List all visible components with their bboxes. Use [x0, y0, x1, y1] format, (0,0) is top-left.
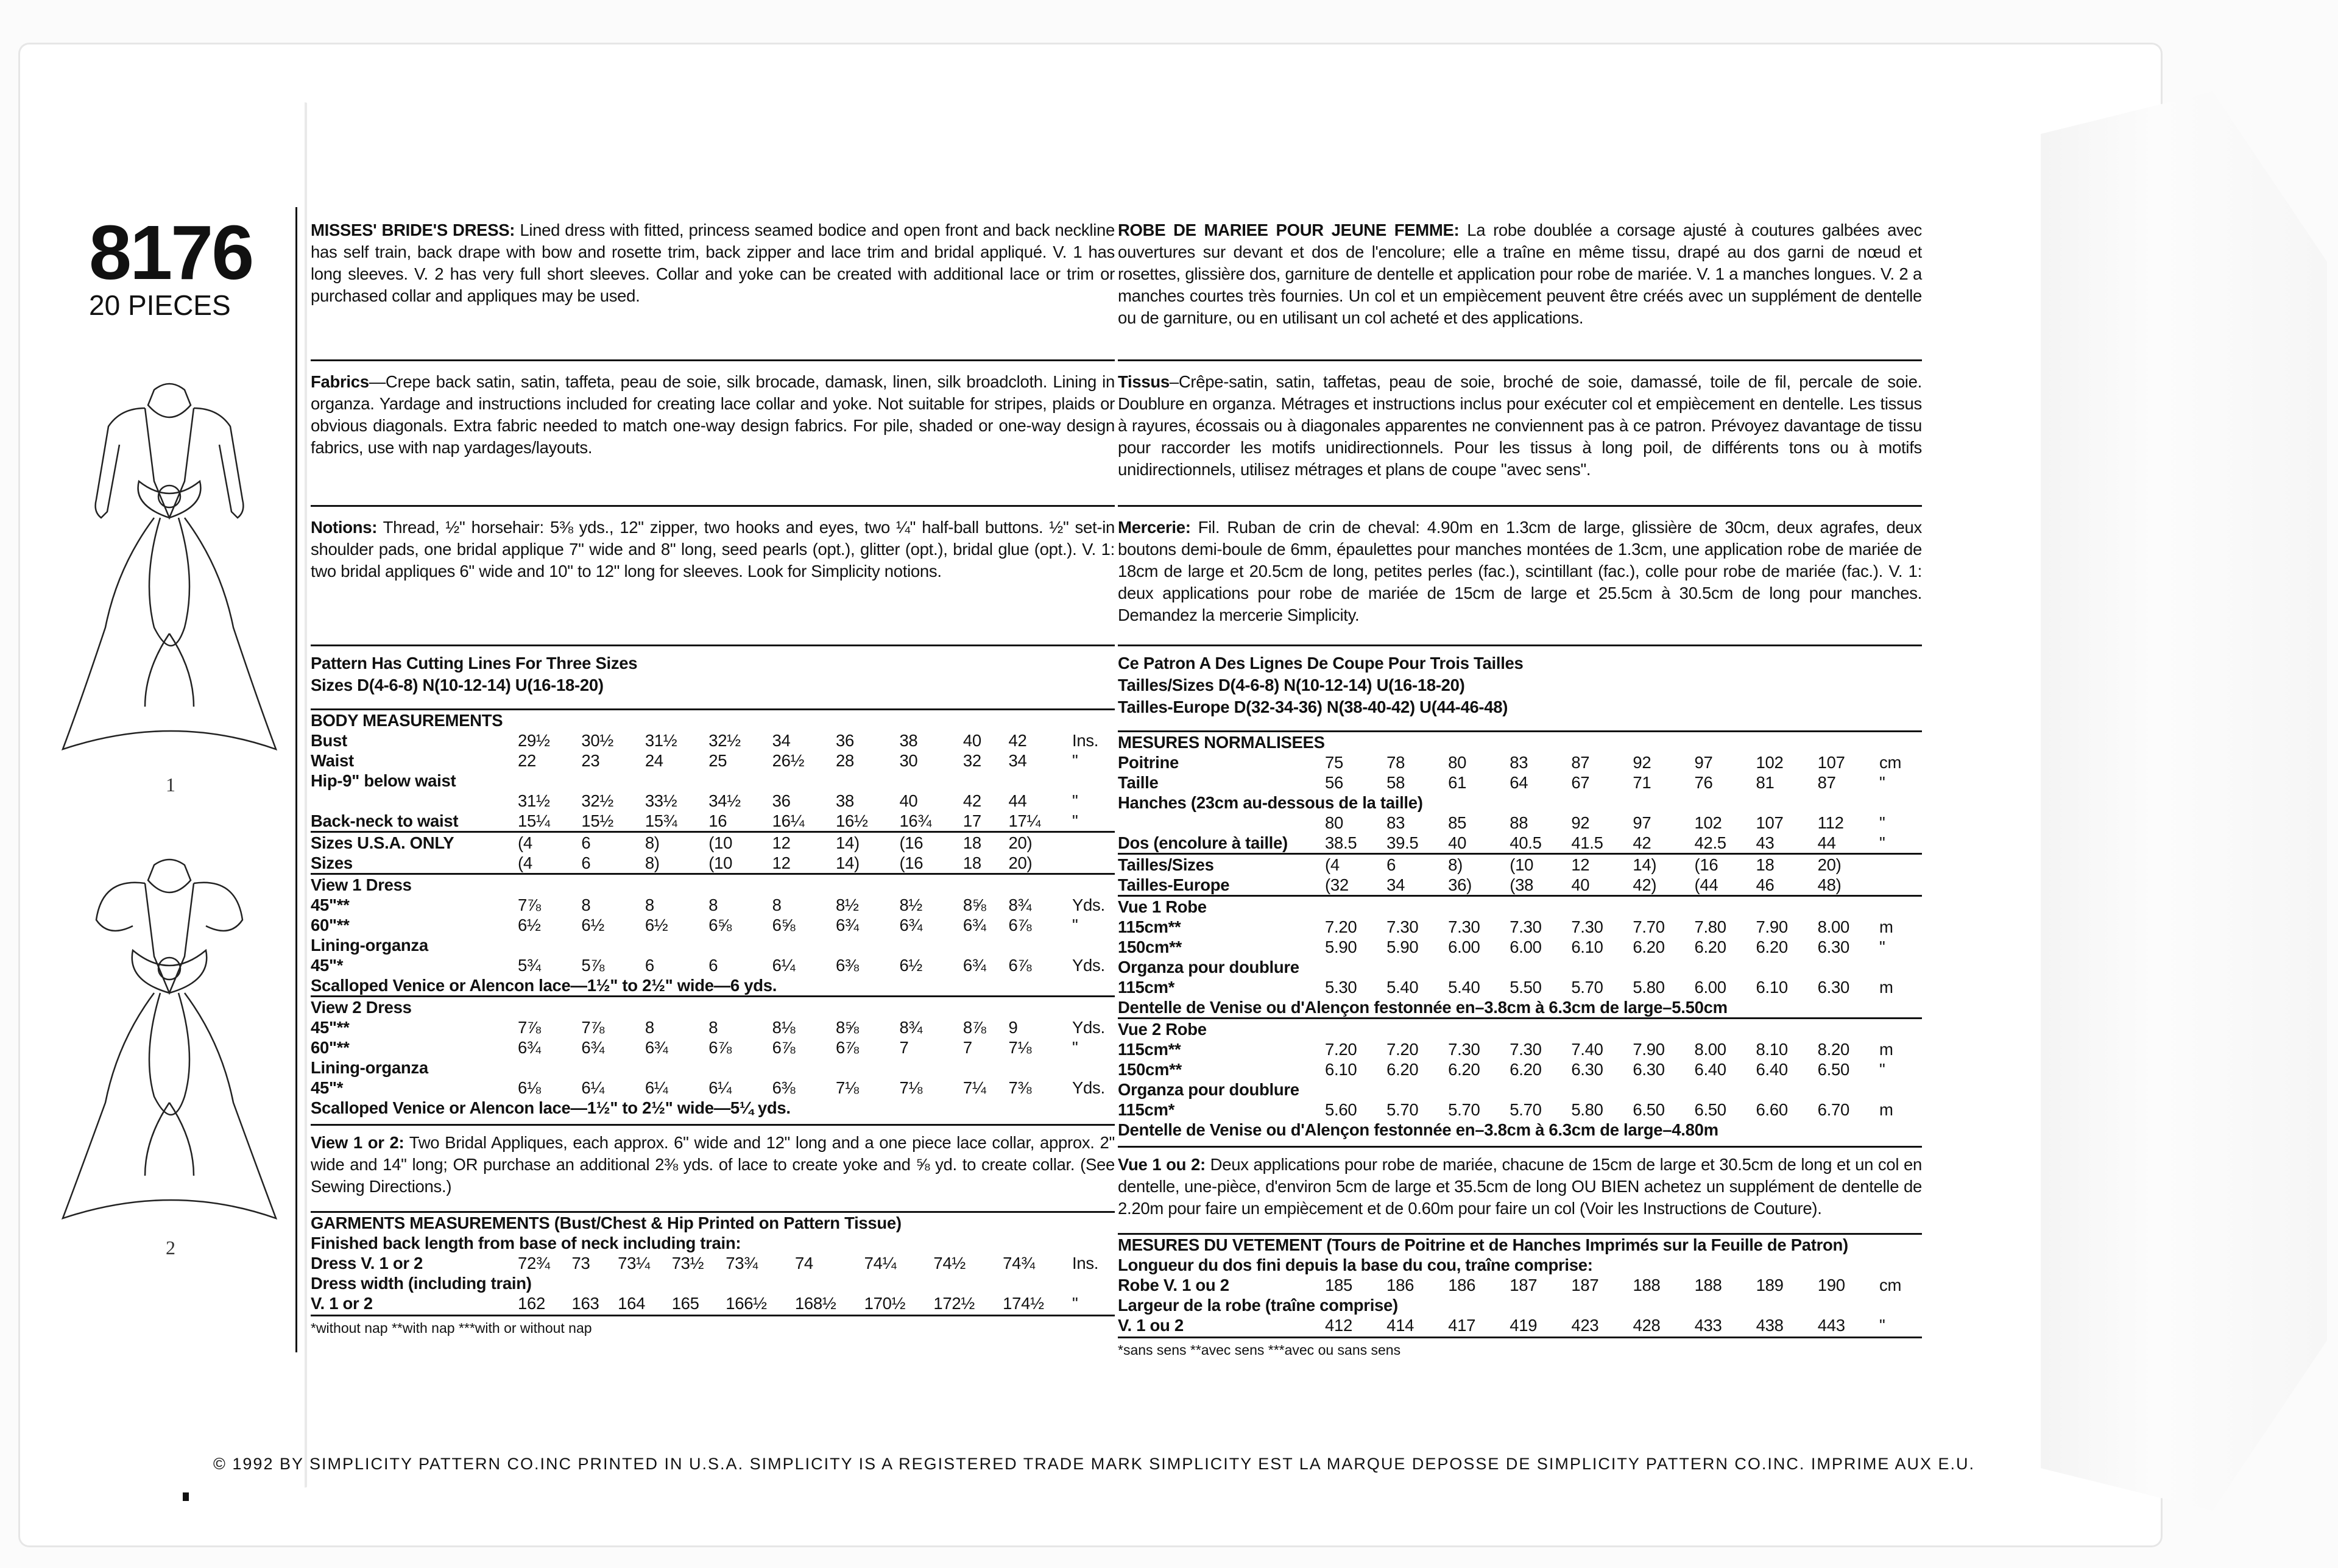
fabrics-text: –Crêpe-satin, satin, taffetas, peau de soie, broché de soie, damassé, toile de fil, percale de soie. Doublure en organza. Métrages et instructions inclus pour exécuter col et empiècement en dentelle. Les tissus à rayures, écossais ou à diagonales apparentes ne conviennent pas à ce patron. Prévoyez davantage de tissu pour raccorder les motifs unidirectionnels. Pour les tissus à long poil, de différents tons ou à motifs unidirectionnels, utilisez métrages et plans de coupe "avec sens". [1118, 372, 1922, 479]
table-row: 80 83 85 88 92 97 102 107 112 " [1325, 813, 1885, 832]
view-1-or-2-text: Two Bridal Appliques, each approx. 6" wide and 12" long and a one piece lace collar, approx. 2" wide and 14" long; OR purchase an additional 2⅜ yds. of lace to create yoke and ⅝ yd. to create collar. (See Sewing Directions.) [311, 1133, 1115, 1196]
table-row: 45"** 7⅞ 8 8 8 8 8½ 8½ 8⅝ 8¾ Yds. [311, 895, 1105, 914]
cutting-lines-section [311, 652, 1115, 708]
fabrics-section [311, 367, 1115, 499]
envelope-flap [2041, 91, 2327, 1511]
nap-footnote: *sans sens **avec sens ***avec ou sans sens [1118, 1342, 1401, 1358]
description-section [1118, 219, 1922, 353]
lace-requirement: Dentelle de Venise ou d'Alençon festonnée en–3.8cm à 6.3cm de large–5.50cm [1118, 998, 1728, 1017]
fabrics-title: Fabrics [311, 372, 369, 391]
divider [311, 645, 1115, 646]
cutting-lines-title: Pattern Has Cutting Lines For Three Sizes [311, 654, 638, 673]
sizes-line: Sizes D(4-6-8) N(10-12-14) U(16-18-20) [311, 676, 604, 694]
body-measurements-title: BODY MEASUREMENTS [311, 710, 1115, 731]
garment-measurements-title: MESURES DU VETEMENT (Tours de Poitrine et de Hanches Imprimés sur la Feuille de Patron) [1118, 1234, 1922, 1255]
table-row: 150cm** 5.90 5.90 6.00 6.00 6.10 6.20 6.20 6.20 6.30 " [1118, 938, 1885, 956]
garment-measurements-table [1118, 1233, 1922, 1335]
fabrics-section [1118, 367, 1922, 499]
garment-measurements-subtitle: Finished back length from base of neck including train: [311, 1234, 741, 1252]
garment-measurements-title: GARMENTS MEASUREMENTS (Bust/Chest & Hip Printed on Pattern Tissue) [311, 1212, 1115, 1234]
description-title: MISSES' BRIDE'S DRESS: [311, 221, 515, 239]
table-row: 31½ 32½ 33½ 34½ 36 38 40 42 44 " [518, 791, 1078, 810]
table-row: Dos (encolure à taille) 38.5 39.5 40 40.5 41.5 42 42.5 43 44 " [1118, 833, 1885, 852]
divider [1118, 505, 1922, 507]
table-row: Hip-9" below waist [311, 771, 456, 790]
view-1-or-2-title: Vue 1 ou 2: [1118, 1155, 1206, 1174]
table-row: V. 1 or 2 162 163 164 165 166½ 168½ 170½ 172½ 174½ " [311, 1294, 1078, 1313]
column-divider [295, 207, 297, 1352]
table-row: Bust 29½ 30½ 31½ 32½ 34 36 38 40 42 Ins. [311, 731, 1099, 750]
body-measurements-title: MESURES NORMALISEES [1118, 732, 1922, 753]
cutting-lines-section [1118, 652, 1922, 730]
table-row: 150cm** 6.10 6.20 6.20 6.20 6.30 6.30 6.40 6.40 6.50 " [1118, 1060, 1885, 1079]
sizes-line: Tailles/Sizes D(4-6-8) N(10-12-14) U(16-18-20) [1118, 676, 1465, 694]
table-row: Tailles-Europe (32 34 36) (38 40 42) (44 46 48) [1118, 875, 1842, 894]
english-column [311, 219, 1115, 1337]
lace-requirement: Dentelle de Venise ou d'Alençon festonnée en–3.8cm à 6.3cm de large–4.80m [1118, 1120, 1718, 1139]
description-title: ROBE DE MARIEE POUR JEUNE FEMME: [1118, 221, 1460, 239]
view-1-or-2-text: Deux applications pour robe de mariée, chacune de 15cm de large et 30.5cm de long et un col en dentelle, une-pièce, d'environ 5cm de large et 35.5cm de long OU BIEN achetez un supplément de dentelle de 2.20m pour faire un empiècement et de 0.60m pour faire un col (Voir les Instructions de Couture). [1118, 1155, 1922, 1218]
divider [311, 1124, 1115, 1126]
view-2-number: 2 [166, 1237, 175, 1259]
divider [1118, 1337, 1922, 1338]
description-section [311, 219, 1115, 353]
table-row: 45"* 6⅛ 6¼ 6¼ 6¼ 6⅜ 7⅛ 7⅛ 7¼ 7⅜ Yds. [311, 1078, 1105, 1097]
table-row: Sizes (4 6 8) (10 12 14) (16 18 20) [311, 853, 1033, 872]
notions-text: Thread, ½" horsehair: 5⅜ yds., 12" zipper, two hooks and eyes, two ¼" half-ball buttons. ½" set-in shoulder pads, one bridal applique 7" wide and 8" long, seed pearls (opt.), glitter (opt.), bridal glue (opt.). V. 1: two bridal appliques 6" wide and 10" to 12" long for sleeves. Look for Simplicity notions. [311, 518, 1115, 581]
divider [311, 359, 1115, 361]
view-1-or-2-title: View 1 or 2: [311, 1133, 404, 1152]
view-1-or-2-section [311, 1132, 1115, 1211]
pattern-number: 8176 [89, 210, 253, 295]
table-row: Dress V. 1 or 2 72¾ 73 73¼ 73½ 73¾ 74 74¼ 74½ 74¾ Ins. [311, 1254, 1099, 1273]
table-row: Sizes U.S.A. ONLY (4 6 8) (10 12 14) (16 18 20) [311, 832, 1115, 853]
table-row: 115cm* 5.30 5.40 5.40 5.50 5.70 5.80 6.00 6.10 6.30 m [1118, 978, 1893, 997]
divider [311, 505, 1115, 507]
table-row: 115cm** 7.20 7.30 7.30 7.30 7.30 7.70 7.80 7.90 8.00 m [1118, 917, 1893, 936]
lining-title: Lining-organza [311, 1058, 428, 1077]
view-2-dress-illustration [48, 853, 291, 1231]
view-1-number: 1 [166, 774, 175, 796]
fabrics-text: —Crepe back satin, satin, taffeta, peau de soie, silk brocade, damask, linen, silk broadcloth. Lining in organza. Yardage and instructions included for creating lace collar and yoke. Not suitable for stripes, plaids or obvious diagonals. Extra fabric needed to match one-way design fabrics. For pile, shaded or one-way design fabrics, use with nap yardages/layouts. [311, 372, 1115, 457]
description-text: Lined dress with fitted, princess seamed bodice and open front and back neckline has self train, back drape with bow and rosette trim, back zipper and lace trim and bridal appliqué. V. 1 has long sleeves. V. 2 has very full short sleeves. Collar and yoke can be created with additional lace or trim or purchased collar and appliques may be used. [311, 221, 1115, 305]
notions-section [311, 513, 1115, 638]
view-1-or-2-section [1118, 1154, 1922, 1233]
divider [1118, 359, 1922, 361]
table-row: 115cm** 7.20 7.20 7.30 7.30 7.40 7.90 8.00 8.10 8.20 m [1118, 1040, 1893, 1059]
view-2-title: View 2 Dress [311, 997, 1115, 1018]
table-row: Tailles/Sizes (4 6 8) (10 12 14) (16 18 20) [1118, 854, 1922, 875]
lace-requirement: Scalloped Venice or Alencon lace—1½" to 2½" wide—6 yds. [311, 976, 777, 995]
notions-title: Notions: [311, 518, 378, 537]
table-row: 45"* 5¾ 5⅞ 6 6 6¼ 6⅜ 6½ 6¾ 6⅞ Yds. [311, 956, 1105, 975]
table-row: Back-neck to waist 15¼ 15½ 15¾ 16 16¼ 16½ 16¾ 17 17¼ " [311, 811, 1078, 830]
view-1-title: Vue 1 Robe [1118, 896, 1922, 917]
lining-title: Organza pour doublure [1118, 1080, 1299, 1099]
lining-title: Lining-organza [311, 936, 428, 955]
copyright-line: © 1992 BY SIMPLICITY PATTERN CO.INC PRINTED IN U.S.A. SIMPLICITY IS A REGISTERED TRADE MARK SIMPLICITY EST LA MARQUE DEPOSSE DE SIMPLICITY PATTERN CO.INC. IMPRIME AUX E.U. [213, 1455, 1975, 1473]
table-row: Hanches (23cm au-dessous de la taille) [1118, 793, 1423, 812]
notions-text: Fil. Ruban de crin de cheval: 4.90m en 1.3cm de large, glissière de 30cm, deux agrafes, deux boutons demi-boule de 6mm, épaulettes pour manches montées de 1.3cm, une application robe de mariée de 18cm de large et 20.5cm de long, petites perles (fac.), scintillant (fac.), colle pour robe de mariée (fac.). V. 1: deux applications pour robe de mariée de 15cm de large et 25.5cm à 30.5cm de long pour manches. Demandez la mercerie Simplicity. [1118, 518, 1922, 624]
divider [1118, 1146, 1922, 1148]
view-2-title: Vue 2 Robe [1118, 1019, 1922, 1040]
view-1-dress-illustration [48, 366, 291, 755]
table-row: Robe V. 1 ou 2 185 186 186 187 187 188 188 189 190 cm [1118, 1276, 1902, 1294]
fabrics-title: Tissus [1118, 372, 1170, 391]
lining-title: Organza pour doublure [1118, 958, 1299, 976]
cutting-lines-title: Ce Patron A Des Lignes De Coupe Pour Trois Tailles [1118, 654, 1524, 673]
table-row: Waist 22 23 24 25 26½ 28 30 32 34 " [311, 751, 1078, 770]
table-row: Taille 56 58 61 64 67 71 76 81 87 " [1118, 773, 1885, 792]
notions-title: Mercerie: [1118, 518, 1191, 537]
table-row: 115cm* 5.60 5.70 5.70 5.70 5.80 6.50 6.50 6.60 6.70 m [1118, 1100, 1893, 1119]
nap-footnote: *without nap **with nap ***with or without nap [311, 1320, 592, 1336]
table-row: V. 1 ou 2 412 414 417 419 423 428 433 438 443 " [1118, 1316, 1885, 1335]
french-column [1118, 219, 1922, 1358]
print-mark [183, 1492, 189, 1501]
table-row: 45"** 7⅞ 7⅞ 8 8 8⅛ 8⅝ 8¾ 8⅞ 9 Yds. [311, 1018, 1105, 1037]
body-measurements-table [1118, 730, 1922, 1140]
view-1-title: View 1 Dress [311, 874, 1115, 895]
divider [311, 1315, 1115, 1316]
notions-section [1118, 513, 1922, 638]
europe-sizes-line: Tailles-Europe D(32-34-36) N(38-40-42) U(44-46-48) [1118, 697, 1508, 716]
garment-measurements-table [311, 1211, 1115, 1313]
table-row: Poitrine 75 78 80 83 87 92 97 102 107 cm [1118, 753, 1902, 772]
dress-width-title: Dress width (including train) [311, 1274, 532, 1293]
description-text: La robe doublée a corsage ajusté à coutures galbées avec ouvertures sur devant et dos de l'encolure; elle a traîne en même tissu, drapé au dos garni de nœud et rosettes, glissière dos, garniture de dentelle et application pour robe de mariée. V. 1 a manches longues. V. 2 a manches courtes très fournies. Un col et un empiècement peuvent être créés avec un supplément de dentelle ou de garniture, ou en utilisant un col acheté et des applications. [1118, 221, 1922, 327]
table-row: 60"** 6½ 6½ 6½ 6⅝ 6⅝ 6¾ 6¾ 6¾ 6⅞ " [311, 916, 1078, 934]
table-row: 60"** 6¾ 6¾ 6¾ 6⅞ 6⅞ 6⅞ 7 7 7⅛ " [311, 1038, 1078, 1057]
dress-width-title: Largeur de la robe (traîne comprise) [1118, 1296, 1398, 1315]
garment-measurements-subtitle: Longueur du dos fini depuis la base du cou, traîne comprise: [1118, 1255, 1593, 1274]
divider [1118, 645, 1922, 646]
body-measurements-table [311, 708, 1115, 1118]
piece-count: 20 PIECES [89, 289, 231, 321]
lace-requirement: Scalloped Venice or Alencon lace—1½" to 2½" wide—5¼ yds. [311, 1098, 791, 1117]
